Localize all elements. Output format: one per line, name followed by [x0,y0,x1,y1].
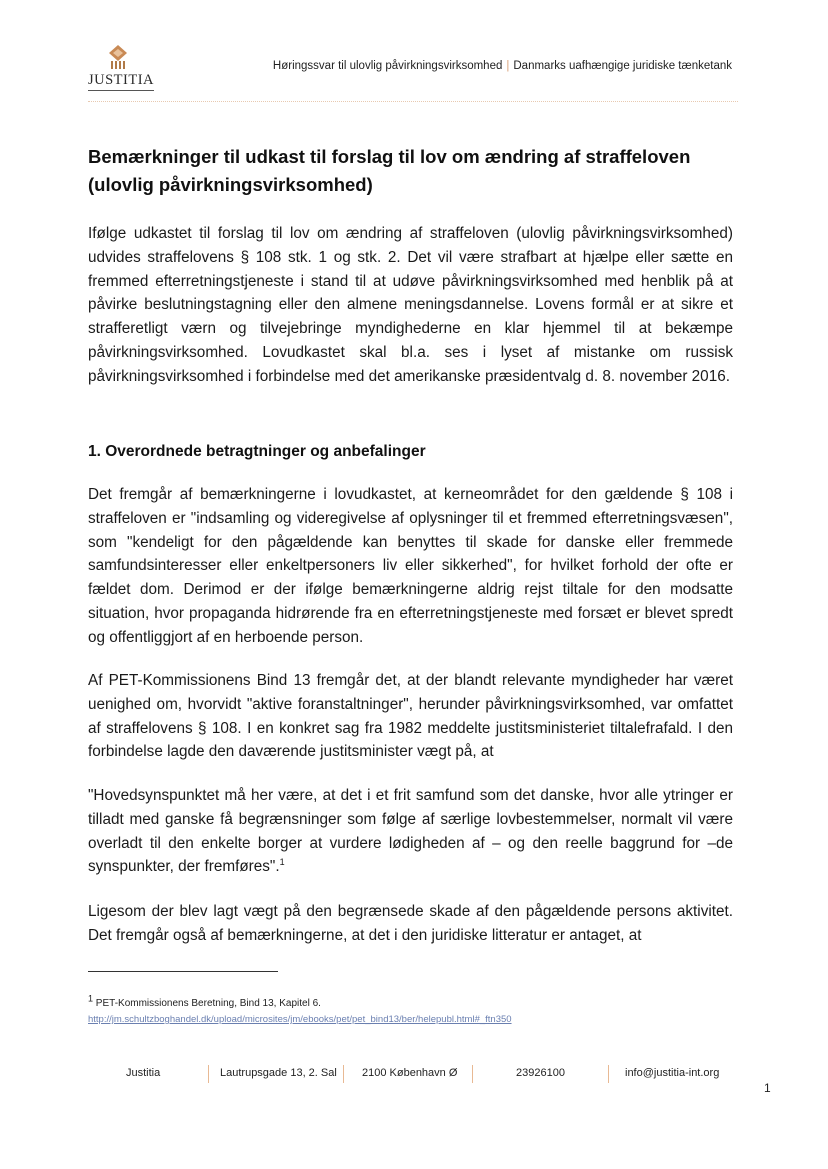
section-heading: 1. Overordnede betragtninger og anbefalinger [88,443,426,460]
footer-separator [343,1065,344,1083]
header-separator: | [506,60,510,72]
footer-address: Lautrupsgade 13, 2. Sal [220,1067,337,1079]
footnote-divider [88,971,278,972]
footer-email[interactable]: info@justitia-int.org [625,1067,720,1079]
document-title: Bemærkninger til udkast til forslag til lov om ændring af straffeloven (ulovlig påvirkningsvirksomhed) [88,146,691,195]
page-footer [88,1067,738,1087]
logo-emblem-icon [105,44,131,70]
section-paragraph-1: Det fremgår af bemærkningerne i lovudkastet, at kerneområdet for den gældende § 108 i straffeloven er "indsamling og videregivelse af oplysninger til et fremmed efterretningsvæsen", som "kendeligt for den pågældende kan benyttes til skade for danske eller fremmede samfundsinteresser eller enkeltpersoners liv eller sikkerhed", for hvilket forhold der ofte er fældet dom. Derimod er der ifølge bemærkningerne aldrig rejst tiltale for den modsatte situation, hvor propaganda hidrørende fra en efterretningstjeneste med forsæt er blevet spredt og offentliggjort af en herboende person. [88,486,733,646]
footer-separator [208,1065,209,1083]
quote-text: "Hovedsynspunktet må her være, at det i et frit samfund som det danske, hvor alle ytringer er tilladt med ganske få begrænsninger som følge af særlige lovbestemmelser, normalt vil være overladt til den enkelte borger at vurdere lødigheden af – og den reelle baggrund for –de synspunkter, der fremføres". [88,787,733,876]
header-divider [88,101,738,102]
footnote-text: PET-Kommissionens Beretning, Bind 13, Kapitel 6. [95,998,321,1009]
page-number: 1 [764,1081,771,1095]
intro-paragraph: Ifølge udkastet til forslag til lov om ændring af straffeloven (ulovlig påvirkningsvirksomhed) udvides straffelovens § 108 stk. 1 og stk. 2. Det vil være strafbart at hjælpe eller sætte en fremmed efterretningstjeneste i stand til at udøve påvirkningsvirksomhed med henblik på at påvirke beslutningstagning eller den almene meningsdannelse. Lovens formål er at sikre et strafferetligt værn og tilvejebringe myndighederne en klar hjemmel til at bekæmpe påvirkningsvirksomhed. Lovudkastet skal bl.a. ses i lyset af mistanke om russisk påvirkningsvirksomhed i forbindelse med det amerikanske præsidentvalg d. 8. november 2016. [88,225,733,385]
header-org-tagline: Danmarks uafhængige juridiske tænketank [513,60,732,72]
footer-org: Justitia [126,1067,161,1079]
section-paragraph-3: Ligesom der blev lagt vægt på den begrænsede skade af den pågældende persons aktivitet. Det fremgår også af bemærkningerne, at det i den juridiske litteratur er antaget, at [88,903,733,944]
footer-phone: 23926100 [516,1067,565,1079]
logo-underline [88,90,154,91]
footnote [88,993,733,1028]
logo-wordmark: JUSTITIA [88,72,155,88]
section-paragraph-2: Af PET-Kommissionens Bind 13 fremgår det, at der blandt relevante myndigheder har været uenighed om, hvorvidt "aktive foranstaltninger", herunder påvirkningsvirksomhed, var omfattet af straffelovens § 108. I en konkret sag fra 1982 meddelte justitsministeriet tiltalefrafald. I den forbindelse lagde den daværende justitsminister vægt på, at [88,672,733,761]
header-doc-label: Høringssvar til ulovlig påvirkningsvirksomhed [272,60,503,72]
block-quote [88,784,733,879]
running-header [273,60,732,72]
footnote-marker: 1 [88,993,94,1004]
footnote-reference[interactable]: 1 [279,857,285,868]
justitia-logo [88,44,158,90]
footnote-link[interactable]: http://jm.schultzboghandel.dk/upload/microsites/jm/ebooks/pet/pet_bind13/ber/helepubl.html#_ftn350 [88,1014,512,1025]
footer-separator [608,1065,609,1083]
footer-separator [472,1065,473,1083]
footer-city: 2100 København Ø [362,1067,458,1079]
